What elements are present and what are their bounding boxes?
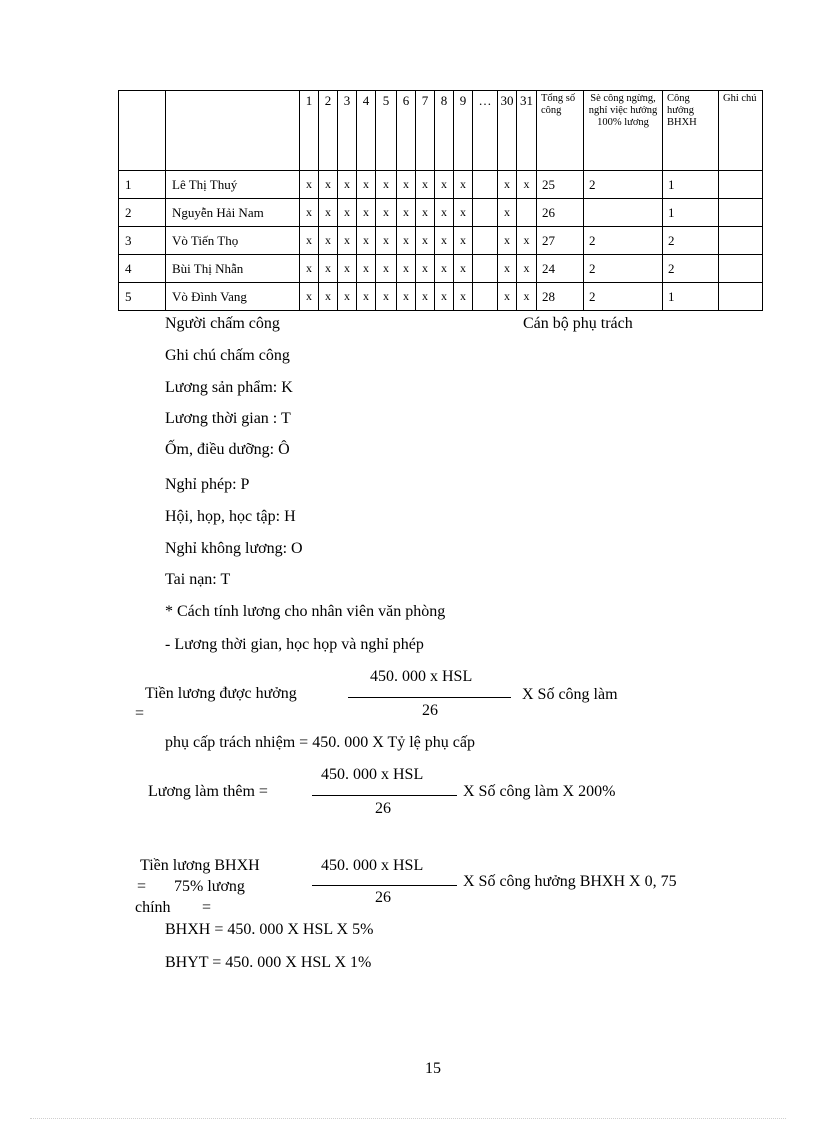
row-day-mark [473, 255, 498, 283]
signature-right: Cán bộ phụ trách [523, 315, 633, 332]
row-day-mark: x [338, 283, 357, 311]
row-bhxh: 1 [663, 199, 719, 227]
row-day-mark [473, 227, 498, 255]
row-day-mark: x [498, 283, 517, 311]
row-day-mark: x [300, 283, 319, 311]
note-item: Hội, họp, học tập: H [165, 508, 296, 525]
row-day-mark [517, 199, 537, 227]
row-day-mark: x [498, 227, 517, 255]
row-name: Lê Thị Thuý [166, 171, 300, 199]
table-row [119, 255, 763, 283]
row-name: Nguyễn Hải Nam [166, 199, 300, 227]
row-day-mark: x [454, 171, 473, 199]
row-day-mark: x [435, 199, 454, 227]
page-number: 15 [425, 1060, 441, 1077]
row-day-mark: x [319, 199, 338, 227]
row-day-mark: x [376, 283, 397, 311]
row-day-mark: x [435, 171, 454, 199]
row-day-mark: x [416, 199, 435, 227]
row-day-mark: x [454, 283, 473, 311]
row-day-mark: x [498, 199, 517, 227]
row-day-mark: x [319, 283, 338, 311]
row-day-mark: x [300, 227, 319, 255]
row-stt: 1 [119, 171, 166, 199]
row-day-mark: x [517, 283, 537, 311]
header-day: 4 [357, 91, 376, 171]
formula2: phụ cấp trách nhiệm = 450. 000 X Tỷ lệ phụ cấp [165, 734, 475, 751]
row-day-mark: x [397, 199, 416, 227]
header-day: 31 [517, 91, 537, 171]
row-day-mark: x [338, 171, 357, 199]
row-day-mark: x [397, 255, 416, 283]
note-item: Ốm, điều dưỡng: Ô [165, 441, 290, 458]
row-day-mark: x [397, 227, 416, 255]
row-day-mark: x [376, 255, 397, 283]
signature-left: Người chấm công [165, 315, 280, 332]
row-day-mark: x [338, 227, 357, 255]
row-day-mark: x [357, 283, 376, 311]
row-day-mark: x [357, 199, 376, 227]
formula4-denominator: 26 [375, 889, 391, 906]
row-day-mark: x [435, 255, 454, 283]
row-note [719, 171, 763, 199]
row-total: 26 [537, 199, 584, 227]
formula4-lhs-line3: chính [135, 899, 171, 916]
row-suspend: 2 [584, 227, 663, 255]
row-note [719, 227, 763, 255]
section-title: * Cách tính lương cho nhân viên văn phòng [165, 603, 446, 620]
row-name: Vò Đình Vang [166, 283, 300, 311]
header-bhxh: Công hưởng BHXH [663, 91, 719, 171]
formula1-rhs: X Số công làm [522, 686, 618, 703]
row-day-mark: x [357, 255, 376, 283]
row-suspend: 2 [584, 255, 663, 283]
subsection-title: - Lương thời gian, học họp và nghỉ phép [165, 636, 424, 653]
row-day-mark: x [338, 199, 357, 227]
header-name [166, 91, 300, 171]
row-bhxh: 2 [663, 255, 719, 283]
row-day-mark [473, 171, 498, 199]
row-suspend: 2 [584, 171, 663, 199]
row-suspend [584, 199, 663, 227]
row-day-mark: x [517, 227, 537, 255]
row-suspend: 2 [584, 283, 663, 311]
row-stt: 3 [119, 227, 166, 255]
page-bottom-divider [30, 1118, 786, 1119]
formula1-fraction-bar [348, 697, 511, 698]
row-name: Vò Tiến Thọ [166, 227, 300, 255]
formula3-denominator: 26 [375, 800, 391, 817]
row-day-mark: x [416, 255, 435, 283]
header-day: 3 [338, 91, 357, 171]
row-day-mark [473, 283, 498, 311]
row-day-mark: x [319, 255, 338, 283]
formula3-lhs: Lương làm thêm = [148, 783, 268, 800]
note-item: Nghỉ không lương: O [165, 540, 303, 557]
row-stt: 2 [119, 199, 166, 227]
row-day-mark: x [376, 199, 397, 227]
header-day: 7 [416, 91, 435, 171]
table-row [119, 171, 763, 199]
table-row [119, 199, 763, 227]
row-day-mark: x [454, 227, 473, 255]
header-suspend: Sè công ngừng, nghỉ việc hưởng 100% lương [584, 91, 663, 171]
formula3-rhs: X Số công làm X 200% [463, 783, 616, 800]
formula6: BHYT = 450. 000 X HSL X 1% [165, 954, 372, 971]
row-stt: 5 [119, 283, 166, 311]
header-day: 9 [454, 91, 473, 171]
row-note [719, 199, 763, 227]
row-day-mark: x [376, 227, 397, 255]
notes-title: Ghi chú chấm công [165, 347, 290, 364]
row-bhxh: 2 [663, 227, 719, 255]
formula4-lhs-line1: Tiền lương BHXH [140, 857, 260, 874]
row-day-mark: x [498, 255, 517, 283]
header-total: Tổng số công [537, 91, 584, 171]
table-header-row [119, 91, 763, 171]
formula1-denominator: 26 [422, 702, 438, 719]
row-total: 24 [537, 255, 584, 283]
row-day-mark: x [300, 171, 319, 199]
row-day-mark: x [338, 255, 357, 283]
formula4-lhs-line2: 75% lương [174, 878, 245, 895]
header-day: 8 [435, 91, 454, 171]
header-day: 5 [376, 91, 397, 171]
row-day-mark: x [357, 171, 376, 199]
row-day-mark: x [416, 283, 435, 311]
row-note [719, 283, 763, 311]
row-day-mark: x [319, 227, 338, 255]
formula1-numerator: 450. 000 x HSL [370, 668, 473, 685]
formula4-lhs-eq2: = [202, 899, 212, 916]
header-day: 2 [319, 91, 338, 171]
formula1-eq: = [135, 705, 145, 722]
row-day-mark: x [517, 255, 537, 283]
row-day-mark: x [319, 171, 338, 199]
row-stt: 4 [119, 255, 166, 283]
row-total: 25 [537, 171, 584, 199]
header-day: 6 [397, 91, 416, 171]
header-day: 30 [498, 91, 517, 171]
row-total: 28 [537, 283, 584, 311]
row-day-mark: x [498, 171, 517, 199]
note-item: Lương thời gian : T [165, 410, 291, 427]
row-day-mark: x [416, 171, 435, 199]
table-row [119, 283, 763, 311]
row-bhxh: 1 [663, 171, 719, 199]
row-day-mark: x [517, 171, 537, 199]
row-day-mark: x [357, 227, 376, 255]
formula3-numerator: 450. 000 x HSL [321, 766, 424, 783]
row-day-mark [473, 199, 498, 227]
row-day-mark: x [376, 171, 397, 199]
row-day-mark: x [435, 227, 454, 255]
formula4-lhs-eq: = [137, 878, 147, 895]
row-name: Bùi Thị Nhẫn [166, 255, 300, 283]
row-total: 27 [537, 227, 584, 255]
row-day-mark: x [416, 227, 435, 255]
row-bhxh: 1 [663, 283, 719, 311]
row-day-mark: x [435, 283, 454, 311]
row-day-mark: x [397, 283, 416, 311]
note-item: Nghỉ phép: P [165, 476, 250, 493]
row-day-mark: x [397, 171, 416, 199]
table-row [119, 227, 763, 255]
row-day-mark: x [300, 255, 319, 283]
formula4-numerator: 450. 000 x HSL [321, 857, 424, 874]
row-note [719, 255, 763, 283]
note-item: Lương sản phẩm: K [165, 379, 293, 396]
formula1-lhs: Tiền lương được hưởng [145, 685, 297, 702]
row-day-mark: x [454, 255, 473, 283]
formula3-fraction-bar [312, 795, 457, 796]
header-stt [119, 91, 166, 171]
header-day: … [473, 91, 498, 171]
row-day-mark: x [454, 199, 473, 227]
formula4-rhs: X Số công hưởng BHXH X 0, 75 [463, 873, 677, 890]
note-item: Tai nạn: T [165, 571, 231, 588]
row-day-mark: x [300, 199, 319, 227]
header-note: Ghi chú [719, 91, 763, 171]
header-day: 1 [300, 91, 319, 171]
formula5: BHXH = 450. 000 X HSL X 5% [165, 921, 374, 938]
formula4-fraction-bar [312, 885, 457, 886]
attendance-table [118, 90, 763, 311]
